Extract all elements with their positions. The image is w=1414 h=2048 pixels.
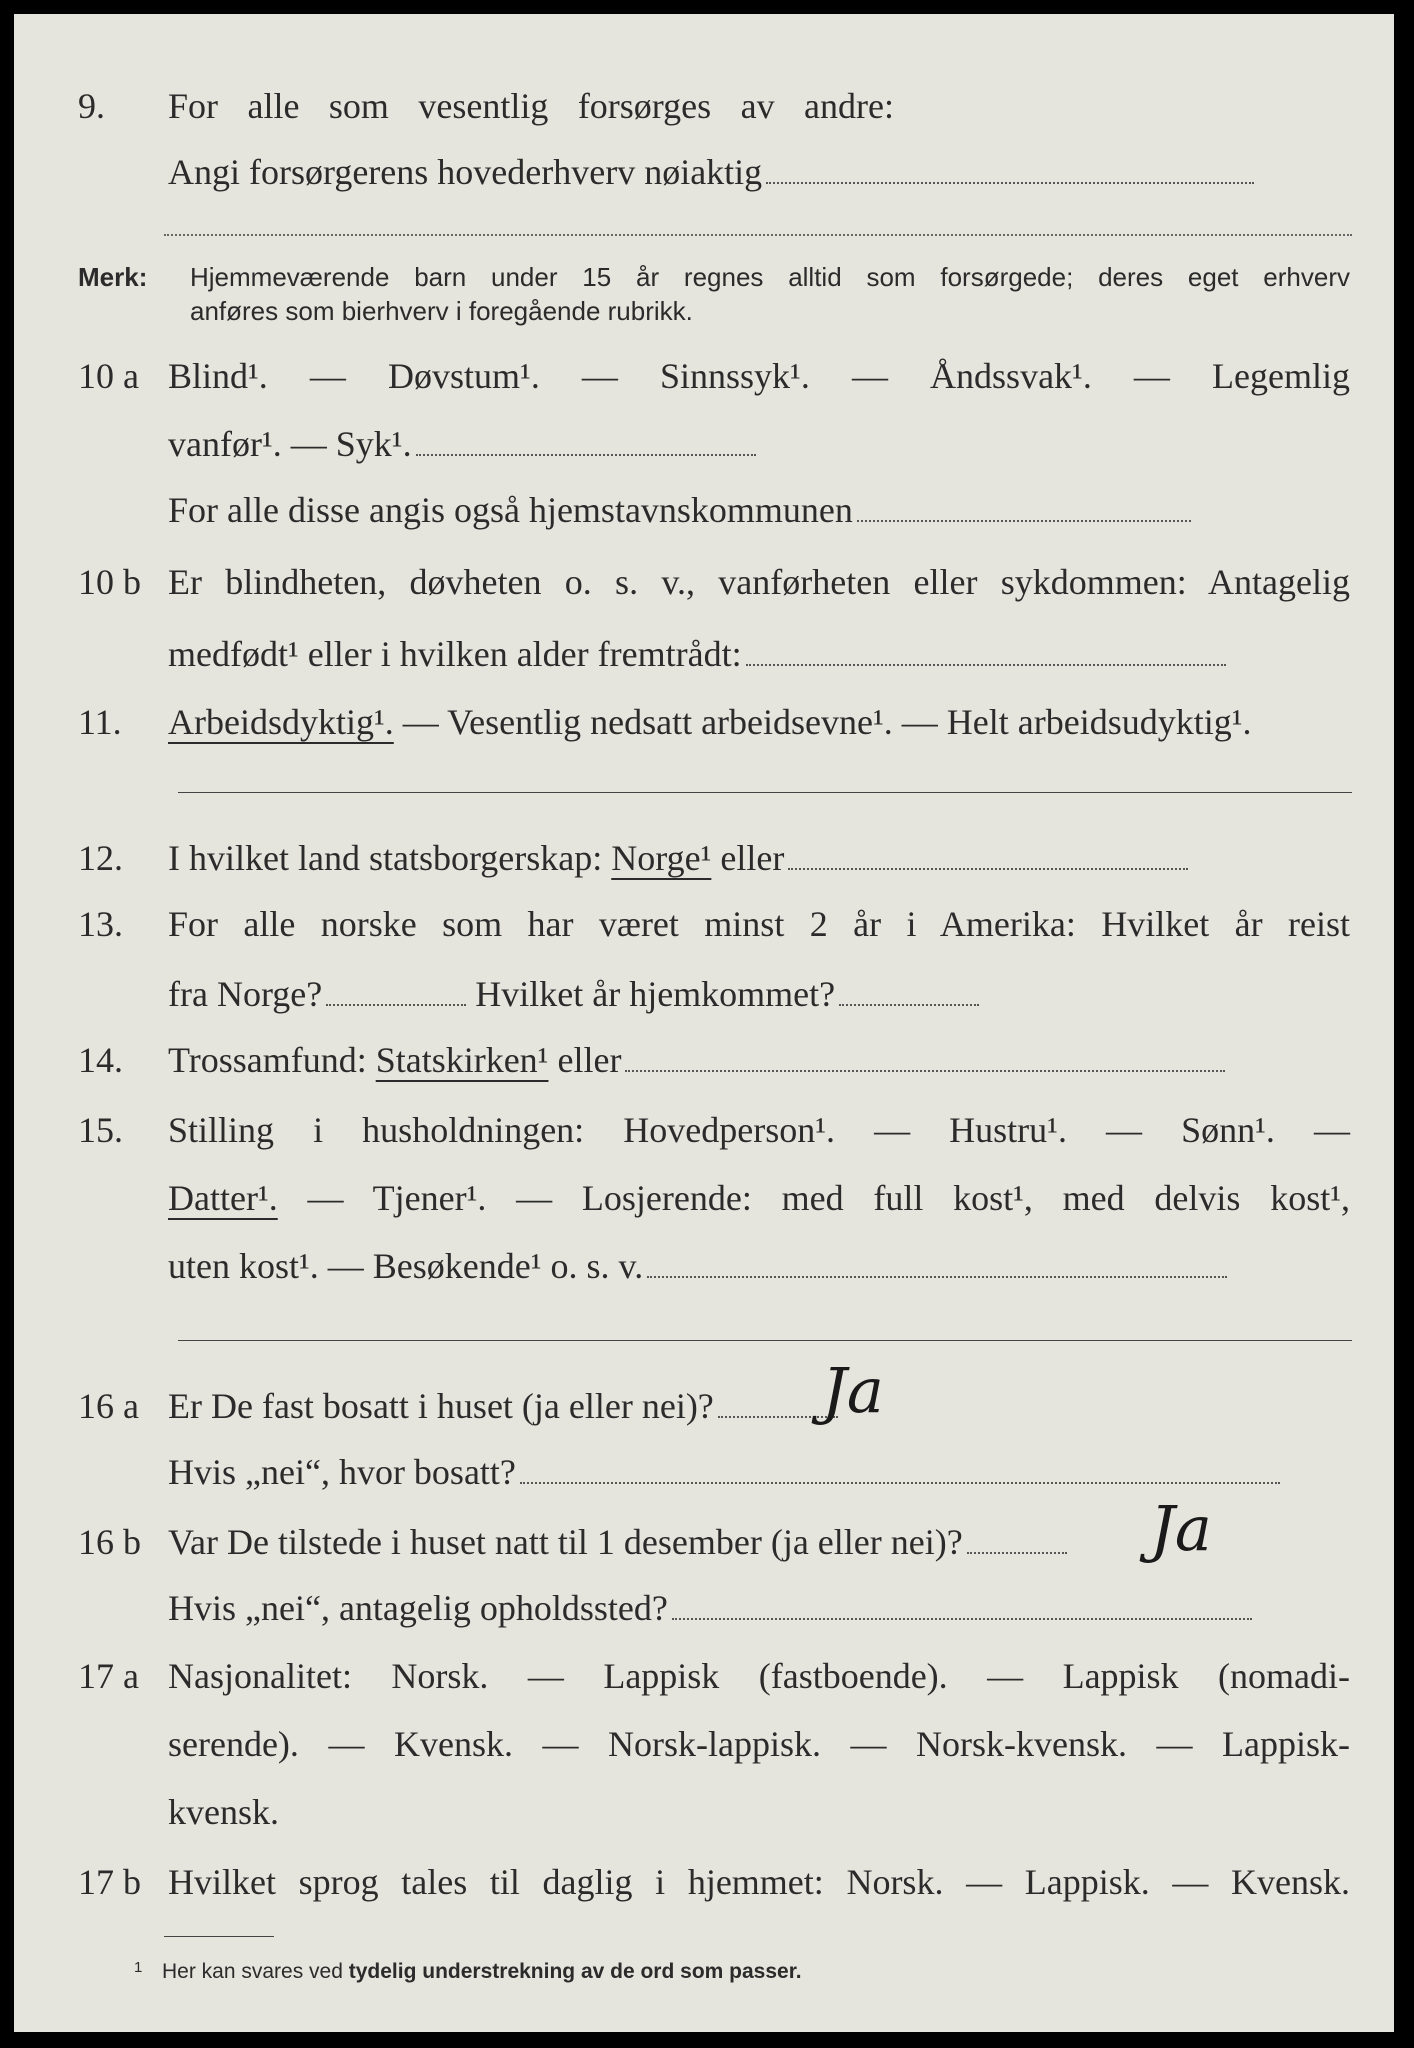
q17b-number: 17 b [78,1862,141,1902]
q14-number: 14. [78,1040,123,1080]
q13-hjemkommet-label: Hvilket år hjemkommet? [466,974,836,1014]
q10b-row-1 [14,560,1394,604]
q16a-text-2 [168,1450,1350,1494]
q10b-text-1: Er blindheten, døvheten o. s. v., vanførheten eller sykdommen: Antagelig [168,562,1350,602]
q16a-row-2 [14,1450,1394,1494]
q14-or: eller [548,1040,622,1080]
q10a-text-3-label: For alle disse angis også hjemstavnskommunen [168,490,853,530]
q15-option-underlined[interactable]: Datter¹. [168,1178,278,1218]
merk-text-2: anføres som bierhverv i foregående rubrikk. [190,296,693,326]
q17a-text-2: serende). — Kvensk. — Norsk-lappisk. — Norsk-kvensk. — Lappisk- [168,1724,1350,1764]
q13-reist-label: fra Norge? [168,974,323,1014]
census-form-page [14,14,1394,2032]
q13-row-2 [14,972,1394,1016]
q10b-row-2 [14,632,1394,676]
q16b-question: Var De tilstede i huset natt til 1 desember (ja eller nei)? [168,1522,963,1562]
q15-text-3-label: uten kost¹. — Besøkende¹ o. s. v. [168,1246,644,1286]
footnote-text-bold: tydelig understrekning av de ord som passer. [348,1960,802,1983]
q16a-number: 16 a [78,1386,139,1426]
q9-row-2 [14,150,1394,194]
q17b-row [14,1860,1394,1904]
merk-row-1 [14,260,1394,294]
merk-row-2 [14,294,1394,328]
q13-reist-answer-line[interactable] [326,1004,466,1006]
q11-row [14,700,1394,744]
q16b-text-2 [168,1586,1350,1630]
q16b-opholdssted-answer-line[interactable] [672,1618,1252,1620]
q16a-question: Er De fast bosatt i huset (ja eller nei)? [168,1386,714,1426]
q10a-answer-line-1[interactable] [416,454,756,456]
q11-option-underlined[interactable]: Arbeidsdyktig¹. [168,702,394,742]
q12-option-underlined[interactable]: Norge¹ [611,838,712,878]
footnote-rule [164,1936,274,1937]
q10a-row-1 [14,354,1394,398]
q13-row-1 [14,902,1394,946]
q12-answer-line[interactable] [788,868,1188,870]
q9-text-2-label: Angi forsørgerens hovederhverv nøiaktig [168,152,763,192]
q10a-text-2 [168,422,1350,466]
q15-row-1 [14,1108,1394,1152]
q10a-text-3 [168,488,1350,532]
q13-text-1: For alle norske som har været minst 2 år i Amerika: Hvilket år reist [168,904,1350,944]
q12-question: I hvilket land statsborgerskap: [168,838,612,878]
q16b-row-2 [14,1586,1394,1630]
q14-question: Trossamfund: [168,1040,376,1080]
q14-row [14,1038,1394,1082]
q15-options-rest: — Tjener¹. — Losjerende: med full kost¹, med delvis kost¹, [277,1178,1350,1218]
q15-number: 15. [78,1110,123,1150]
q16a-row-1 [14,1384,1394,1428]
q15-row-3 [14,1244,1394,1288]
q15-answer-line[interactable] [647,1276,1227,1278]
q14-answer-line[interactable] [625,1070,1225,1072]
q17b-text: Hvilket sprog tales til daglig i hjemmet: Norsk. — Lappisk. — Kvensk. [168,1862,1350,1902]
q11-text [168,700,1350,744]
q16b-opholdssted-label: Hvis „nei“, antagelig opholdssted? [168,1588,668,1628]
q9-text-2 [168,150,1350,194]
footnote-text-plain: Her kan svares ved [162,1960,349,1983]
q9-answer-line[interactable] [766,182,1254,184]
q13-number: 13. [78,904,123,944]
q10b-text-2 [168,632,1350,676]
q10b-text-2-label: medfødt¹ eller i hvilken alder fremtrådt: [168,634,742,674]
q12-text [168,836,1350,880]
q10a-row-3 [14,488,1394,532]
q16b-answer-line[interactable] [967,1552,1067,1554]
q10b-number: 10 b [78,562,141,602]
q17a-text-1: Nasjonalitet: Norsk. — Lappisk (fastboende). — Lappisk (nomadi- [168,1656,1350,1696]
q15-text-1: Stilling i husholdningen: Hovedperson¹. — Hustru¹. — Sønn¹. — [168,1110,1350,1150]
footnote-text [162,1958,802,1986]
q17a-row-1 [14,1654,1394,1698]
q16b-number: 16 b [78,1522,141,1562]
q16a-answer-line[interactable] [718,1416,838,1418]
q16a-bosatt-answer-line[interactable] [520,1482,1280,1484]
q13-text-2 [168,972,1350,1016]
q16b-handwritten-answer[interactable]: Ja [1150,1492,1212,1565]
merk-label: Merk: [78,262,148,292]
q17a-row-2 [14,1722,1394,1766]
q9-row-1 [14,84,1394,128]
q10a-text-2-label: vanfør¹. — Syk¹. [168,424,412,464]
q17a-number: 17 a [78,1656,139,1696]
q11-options-rest: — Vesentlig nedsatt arbeidsevne¹. — Helt arbeidsudyktig¹. [393,702,1252,742]
q11-separator [178,792,1352,793]
q12-row [14,836,1394,880]
q13-hjemkommet-answer-line[interactable] [839,1004,979,1006]
q15-separator [178,1340,1352,1341]
q14-text [168,1038,1350,1082]
q12-number: 12. [78,838,123,878]
footnote [14,1958,1394,1986]
q9-text-1: For alle som vesentlig forsørges av andre: [168,86,894,126]
q9-extra-answer-line[interactable] [164,234,1352,236]
q16a-handwritten-answer[interactable]: Ja [822,1354,884,1427]
q10a-row-2 [14,422,1394,466]
q17a-row-3 [14,1790,1394,1834]
q10a-answer-line-2[interactable] [857,520,1191,522]
footnote-mark: 1 [134,1959,143,1976]
q10a-text-1: Blind¹. — Døvstum¹. — Sinnssyk¹. — Åndssvak¹. — Legemlig [168,356,1350,396]
q15-row-2 [14,1176,1394,1220]
q14-option-underlined[interactable]: Statskirken¹ [375,1040,549,1080]
q17a-text-3: kvensk. [168,1792,279,1832]
q15-text-3 [168,1244,1350,1288]
q11-number: 11. [78,702,122,742]
q16a-bosatt-label: Hvis „nei“, hvor bosatt? [168,1452,516,1492]
q10a-number: 10 a [78,356,139,396]
merk-text-1: Hjemmeværende barn under 15 år regnes alltid som forsørgede; deres eget erhverv [190,262,1350,292]
q15-text-2 [168,1176,1350,1220]
q9-number: 9. [78,86,105,126]
q16a-text-1 [168,1384,1350,1428]
q10b-answer-line[interactable] [746,664,1226,666]
q12-or: eller [711,838,785,878]
